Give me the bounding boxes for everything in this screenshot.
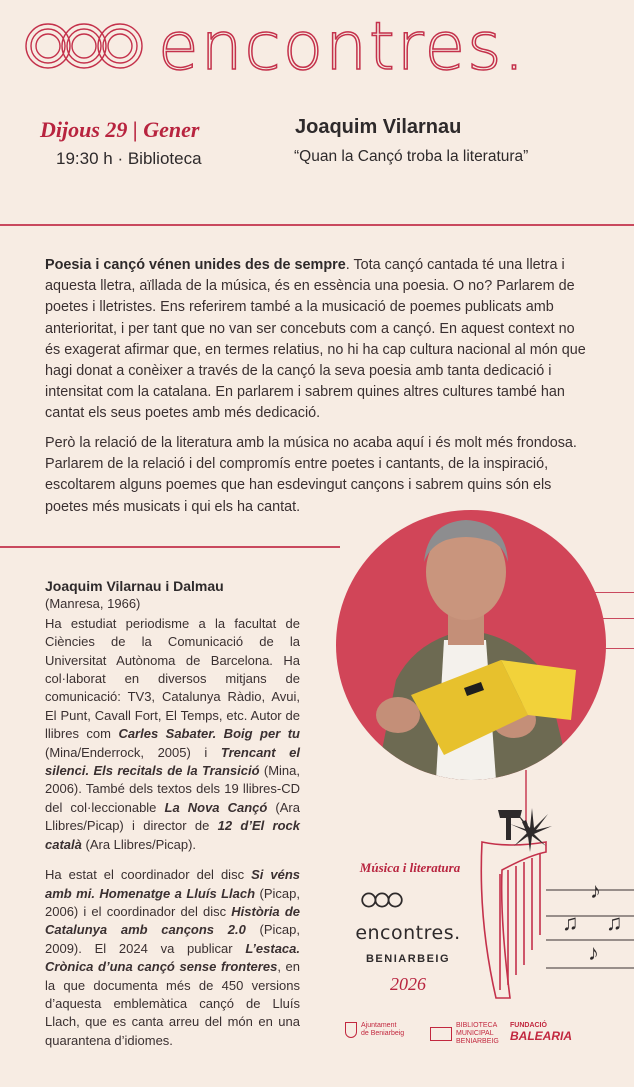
encontres-logo-icon xyxy=(20,18,148,74)
intro-paragraph-2: Però la relació de la literatura amb la música no acaba aquí i és molt més frondosa. Parlarem de la relació i del compromís entre poetes i cantants, de la inspiració, escoltarem alguns poemes que han esdevingut cançons i sabrem quins són els poetes més musicats i qui els ha cantat. xyxy=(45,435,577,515)
header-divider xyxy=(0,224,634,226)
series-place: BENIARBEIG xyxy=(365,953,451,965)
intro-lead: Poesia i cançó vénen unides des de sempre xyxy=(45,257,346,273)
svg-text:♪: ♪ xyxy=(590,878,601,903)
sponsor-biblioteca: BIBLIOTECA MUNICIPAL BENIARBEIG xyxy=(430,1022,502,1046)
coat-of-arms-icon xyxy=(345,1022,357,1038)
intro-text: . Tota cançó cantada té una lletra i aquesta lletra, aïllada de la música, és en essència una poesia. O no? Parlarem de poetes i lletristes. Ens referirem també a la musicació de poemes publicats amb anterioritat, i per tant que no van ser concebuts com a cançó. En aquest context no és exagerat afirmar que, en termes relatius, no hi ha cap cultura nacional al món que hagi donat a conèixer a través de la cançó la seva poesia amb tanta dedicació i intensitat com la catalana. En parlarem i sabrem quines altres cultures també han cantat els seus poetes amb més dedicació. xyxy=(45,257,586,422)
sponsor-ajuntament: Ajuntament de Beniarbeig xyxy=(345,1022,425,1038)
encontres-small-logo-icon xyxy=(360,887,404,913)
series-wordmark: encontres. xyxy=(355,922,461,944)
svg-text:♫: ♫ xyxy=(562,910,579,935)
bio-paragraph-2: Ha estat el coordinador del disc Si véns amb mi. Homenatge a Lluís Llach (Picap, 2006) i el coordinador del disc Història de Catalunya amb cançons 2.0 (Picap, 2009). El 2024 va publicar L’estaca. Crònica d’una cançó sense fronteres, en la que documenta més de 450 versions d’aquesta emblemàtica cançó de Lluís Llach, que es canta arreu del món en una quarantena d’idiomes. xyxy=(45,867,301,1048)
svg-text:♪: ♪ xyxy=(588,940,599,965)
bio-name: Joaquim Vilarnau i Dalmau xyxy=(45,578,224,594)
speaker-bio xyxy=(45,577,300,1050)
intro-paragraph-1 xyxy=(45,255,590,425)
speaker-name: Joaquim Vilarnau xyxy=(295,116,462,138)
library-icon xyxy=(430,1027,452,1041)
series-year: 2026 xyxy=(390,974,426,994)
talk-title: “Quan la Cançó troba la literatura” xyxy=(294,148,529,165)
bio-origin: (Manresa, 1966) xyxy=(45,596,141,612)
speaker-portrait xyxy=(336,510,606,780)
section-divider xyxy=(0,546,340,548)
encontres-wordmark: encontres. xyxy=(158,8,527,85)
series-label: Música i literatura xyxy=(359,860,461,875)
sponsor-fundacio-balearia: FUNDACIÓ BALEARIA xyxy=(510,1022,572,1043)
svg-text:♫: ♫ xyxy=(606,910,623,935)
event-time-place: 19:30 h · Biblioteca xyxy=(56,149,202,168)
event-date: Dijous 29 | Gener xyxy=(40,117,200,142)
bio-paragraph-1: Ha estudiat periodisme a la facultat de Ciències de la Comunicació de la Universitat Autònoma de Barcelona. Ha col·laborat en diversos mitjans de comunicació: TV3, Catalunya Ràdio, Avui, El Punt, Cavall Fort, El Temps, etc. Autor de llibres com Carles Sabater. Boig per tu (Mina/Enderrock, 2005) i Trencant el silenci. Els recitals de la Transició (Mina, 2006). També dels textos dels 19 llibres-CD del col·leccionable La Nova Cançó (Ara Llibres/Picap) i director de 12 d’El rock català (Ara Llibres/Picap). xyxy=(45,615,301,852)
